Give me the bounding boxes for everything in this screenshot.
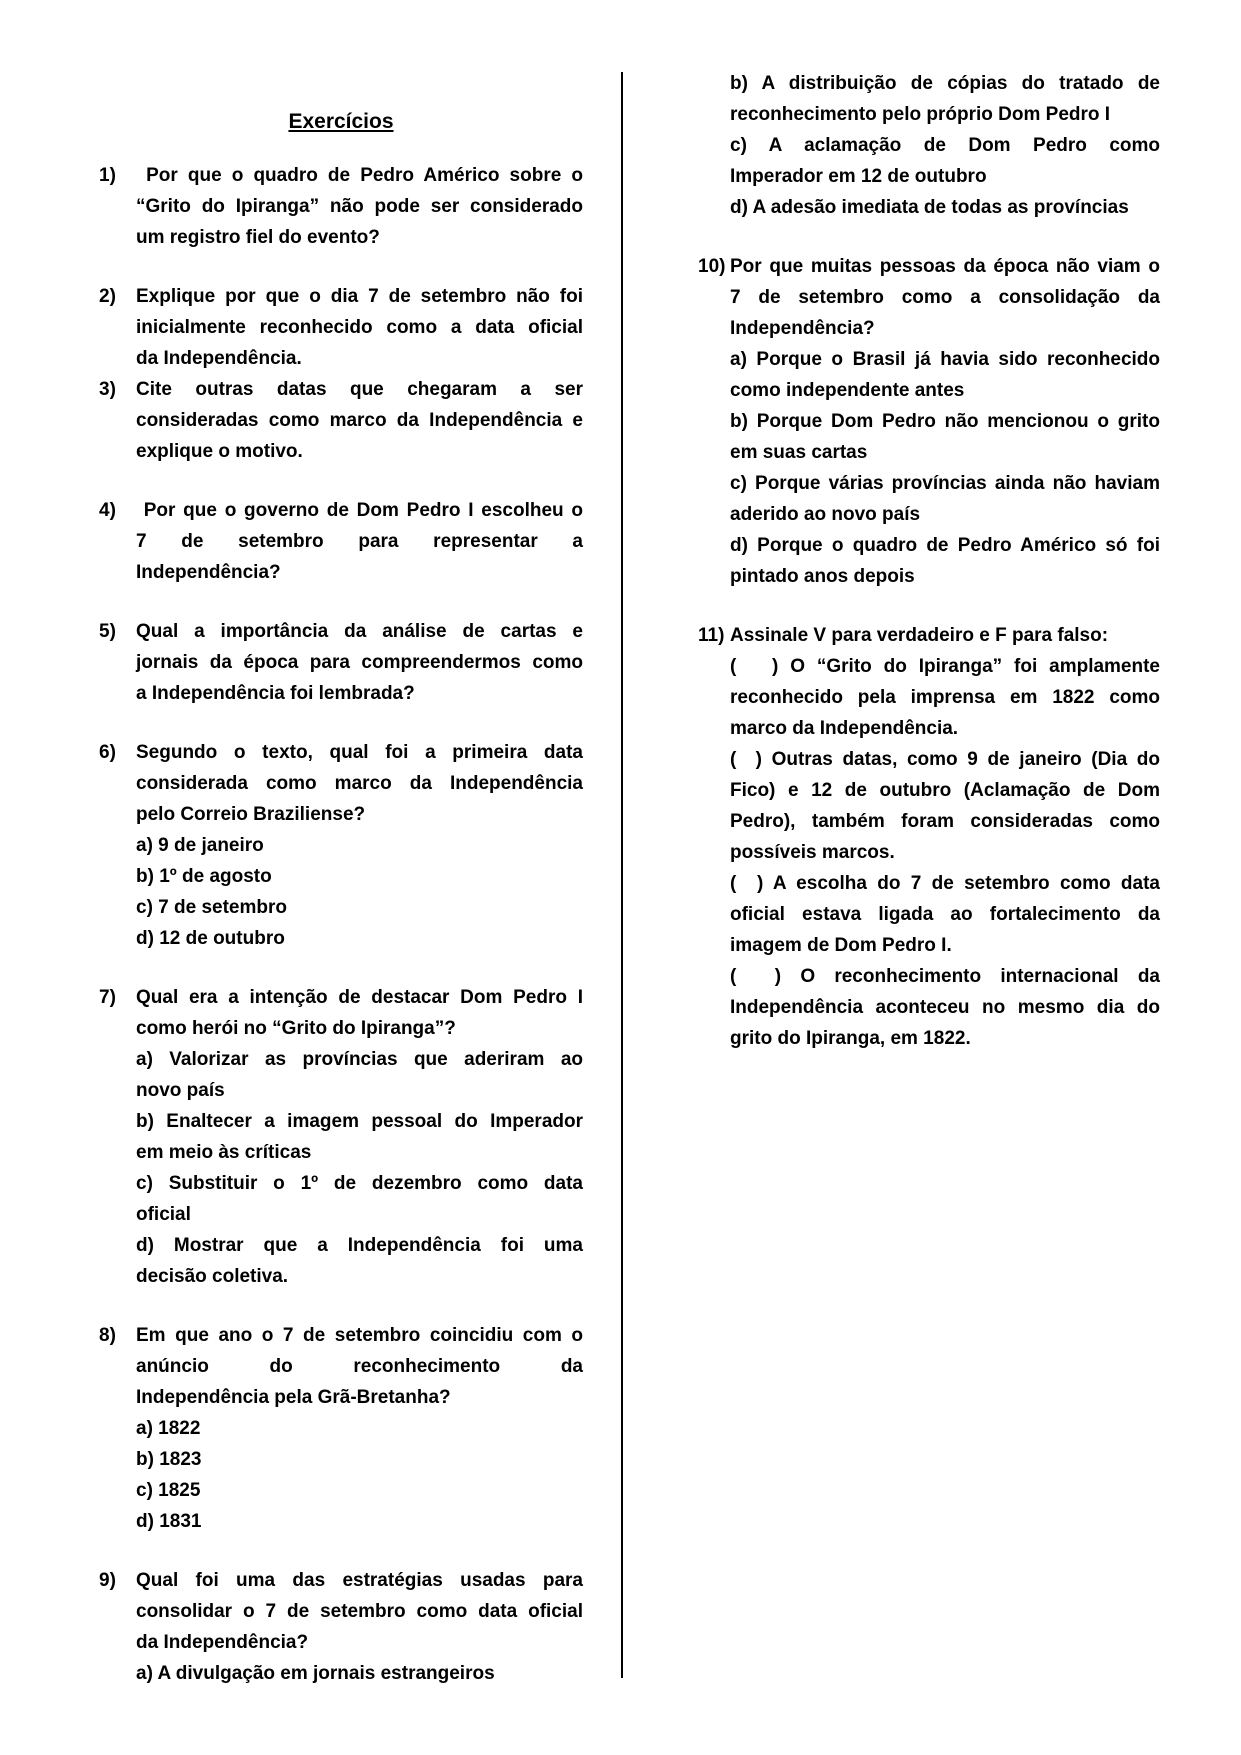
text-line: c) 7 de setembro xyxy=(136,897,287,918)
text-line: a Independência foi lembrada? xyxy=(136,683,415,704)
text-line: um registro fiel do evento? xyxy=(136,227,380,248)
question-number: 8) xyxy=(99,1325,116,1346)
text-line: b) Porque Dom Pedro não mencionou o grito xyxy=(730,411,1160,432)
question xyxy=(99,495,583,588)
text-line: c) Porque várias províncias ainda não haviam xyxy=(730,473,1160,494)
text-line: Por que o quadro de Pedro Américo sobre o xyxy=(136,165,583,186)
text-line: d) 1831 xyxy=(136,1511,202,1532)
text-line: reconhecimento pelo próprio Dom Pedro I xyxy=(730,104,1111,125)
question-number: 4) xyxy=(99,500,116,521)
text-line: ( ) A escolha do 7 de setembro como data xyxy=(730,873,1160,894)
text-line: b) 1º de agosto xyxy=(136,866,272,887)
question-number: 7) xyxy=(99,987,116,1008)
text-line: b) 1823 xyxy=(136,1449,202,1470)
text-line: 7 de setembro como a consolidação da xyxy=(730,287,1160,308)
left-questions xyxy=(99,160,583,1689)
text-line: d) 12 de outubro xyxy=(136,928,285,949)
text-line: d) A adesão imediata de todas as províncias xyxy=(730,197,1129,218)
text-line: Independência pela Grã-Bretanha? xyxy=(136,1387,451,1408)
question-text xyxy=(730,620,1160,1054)
text-line: Assinale V para verdadeiro e F para falso: xyxy=(730,625,1109,646)
text-line: como herói no “Grito do Ipiranga”? xyxy=(136,1018,456,1039)
question-number: 6) xyxy=(99,742,116,763)
question-number: 3) xyxy=(99,379,116,400)
text-line: Por que o governo de Dom Pedro I escolheu o xyxy=(136,500,583,521)
text-line: em meio às críticas xyxy=(136,1142,312,1163)
question xyxy=(99,281,583,374)
text-line: novo país xyxy=(136,1080,225,1101)
right-questions xyxy=(698,68,1160,1054)
text-line: Qual a importância da análise de cartas e xyxy=(136,621,583,642)
question-text xyxy=(136,1320,583,1537)
text-line: pintado anos depois xyxy=(730,566,915,587)
question-text xyxy=(730,68,1160,223)
text-line: c) A aclamação de Dom Pedro como xyxy=(730,135,1160,156)
question-number: 11) xyxy=(698,625,725,646)
text-line: anúncio do reconhecimento da xyxy=(136,1356,583,1377)
text-line: Independência? xyxy=(136,562,281,583)
text-line: aderido ao novo país xyxy=(730,504,921,525)
text-line: marco da Independência. xyxy=(730,718,959,739)
text-line: a) A divulgação em jornais estrangeiros xyxy=(136,1663,495,1684)
question-number: 9) xyxy=(99,1570,116,1591)
question-text xyxy=(136,616,583,709)
text-line: Fico) e 12 de outubro (Aclamação de Dom xyxy=(730,780,1160,801)
text-line: imagem de Dom Pedro I. xyxy=(730,935,952,956)
question-text xyxy=(136,281,583,374)
question-text xyxy=(136,1565,583,1689)
worksheet-title: Exercícios xyxy=(288,110,394,133)
text-line: a) 1822 xyxy=(136,1418,201,1439)
question-text xyxy=(136,160,583,253)
text-line: em suas cartas xyxy=(730,442,868,463)
text-line: a) 9 de janeiro xyxy=(136,835,264,856)
text-line: decisão coletiva. xyxy=(136,1266,289,1287)
question xyxy=(99,982,583,1292)
text-line: considerada como marco da Independência xyxy=(136,773,583,794)
text-line: jornais da época para compreendermos como xyxy=(136,652,583,673)
text-line: Explique por que o dia 7 de setembro não foi xyxy=(136,286,583,307)
question xyxy=(99,160,583,253)
text-line: possíveis marcos. xyxy=(730,842,895,863)
text-line: c) 1825 xyxy=(136,1480,201,1501)
text-line: Segundo o texto, qual foi a primeira data xyxy=(136,742,583,763)
text-line: Independência aconteceu no mesmo dia do xyxy=(730,997,1160,1018)
left-column xyxy=(99,106,583,1689)
text-line: 7 de setembro para representar a xyxy=(136,531,583,552)
text-line: consolidar o 7 de setembro como data oficial xyxy=(136,1601,583,1622)
text-line: da Independência. xyxy=(136,348,302,369)
text-line: a) Porque o Brasil já havia sido reconhecido xyxy=(730,349,1160,370)
text-line: d) Mostrar que a Independência foi uma xyxy=(136,1235,583,1256)
text-line: Qual foi uma das estratégias usadas para xyxy=(136,1570,583,1591)
text-line: inicialmente reconhecido como a data oficial xyxy=(136,317,583,338)
text-line: b) A distribuição de cópias do tratado de xyxy=(730,73,1160,94)
question-9-continuation-options xyxy=(698,68,1160,223)
question-number: 10) xyxy=(698,256,726,277)
text-line: da Independência? xyxy=(136,1632,309,1653)
text-line: oficial xyxy=(136,1204,191,1225)
question-number: 1) xyxy=(99,165,116,186)
column-divider xyxy=(621,72,623,1678)
text-line: ( ) O reconhecimento internacional da xyxy=(730,966,1160,987)
text-line: a) Valorizar as províncias que aderiram ao xyxy=(136,1049,583,1070)
text-line: pelo Correio Braziliense? xyxy=(136,804,366,825)
text-line: oficial estava ligada ao fortalecimento da xyxy=(730,904,1160,925)
text-line: Em que ano o 7 de setembro coincidiu com o xyxy=(136,1325,583,1346)
text-line: explique o motivo. xyxy=(136,441,303,462)
question xyxy=(99,616,583,709)
text-line: Independência? xyxy=(730,318,875,339)
question-text xyxy=(136,495,583,588)
text-line: Qual era a intenção de destacar Dom Pedro I xyxy=(136,987,583,1008)
text-line: como independente antes xyxy=(730,380,965,401)
question-text xyxy=(136,737,583,954)
question-text xyxy=(136,982,583,1292)
question-number: 2) xyxy=(99,286,116,307)
text-line: b) Enaltecer a imagem pessoal do Imperador xyxy=(136,1111,583,1132)
text-line: grito do Ipiranga, em 1822. xyxy=(730,1028,971,1049)
text-line: Imperador em 12 de outubro xyxy=(730,166,987,187)
question-text xyxy=(136,374,583,467)
text-line: Cite outras datas que chegaram a ser xyxy=(136,379,583,400)
text-line: Pedro), também foram consideradas como xyxy=(730,811,1160,832)
question-text xyxy=(730,251,1160,592)
text-line: Por que muitas pessoas da época não viam o xyxy=(730,256,1160,277)
text-line: ( ) Outras datas, como 9 de janeiro (Dia do xyxy=(730,749,1160,770)
question xyxy=(698,251,1160,592)
text-line: consideradas como marco da Independência e xyxy=(136,410,583,431)
text-line: ( ) O “Grito do Ipiranga” foi amplamente xyxy=(730,656,1160,677)
text-line: c) Substituir o 1º de dezembro como data xyxy=(136,1173,583,1194)
text-line: “Grito do Ipiranga” não pode ser considerado xyxy=(136,196,583,217)
question xyxy=(99,1320,583,1537)
question xyxy=(698,620,1160,1054)
text-line: reconhecido pela imprensa em 1822 como xyxy=(730,687,1160,708)
right-column xyxy=(698,68,1160,1054)
question xyxy=(99,737,583,954)
question xyxy=(99,1565,583,1689)
question-number: 5) xyxy=(99,621,116,642)
question xyxy=(99,374,583,467)
text-line: d) Porque o quadro de Pedro Américo só foi xyxy=(730,535,1160,556)
